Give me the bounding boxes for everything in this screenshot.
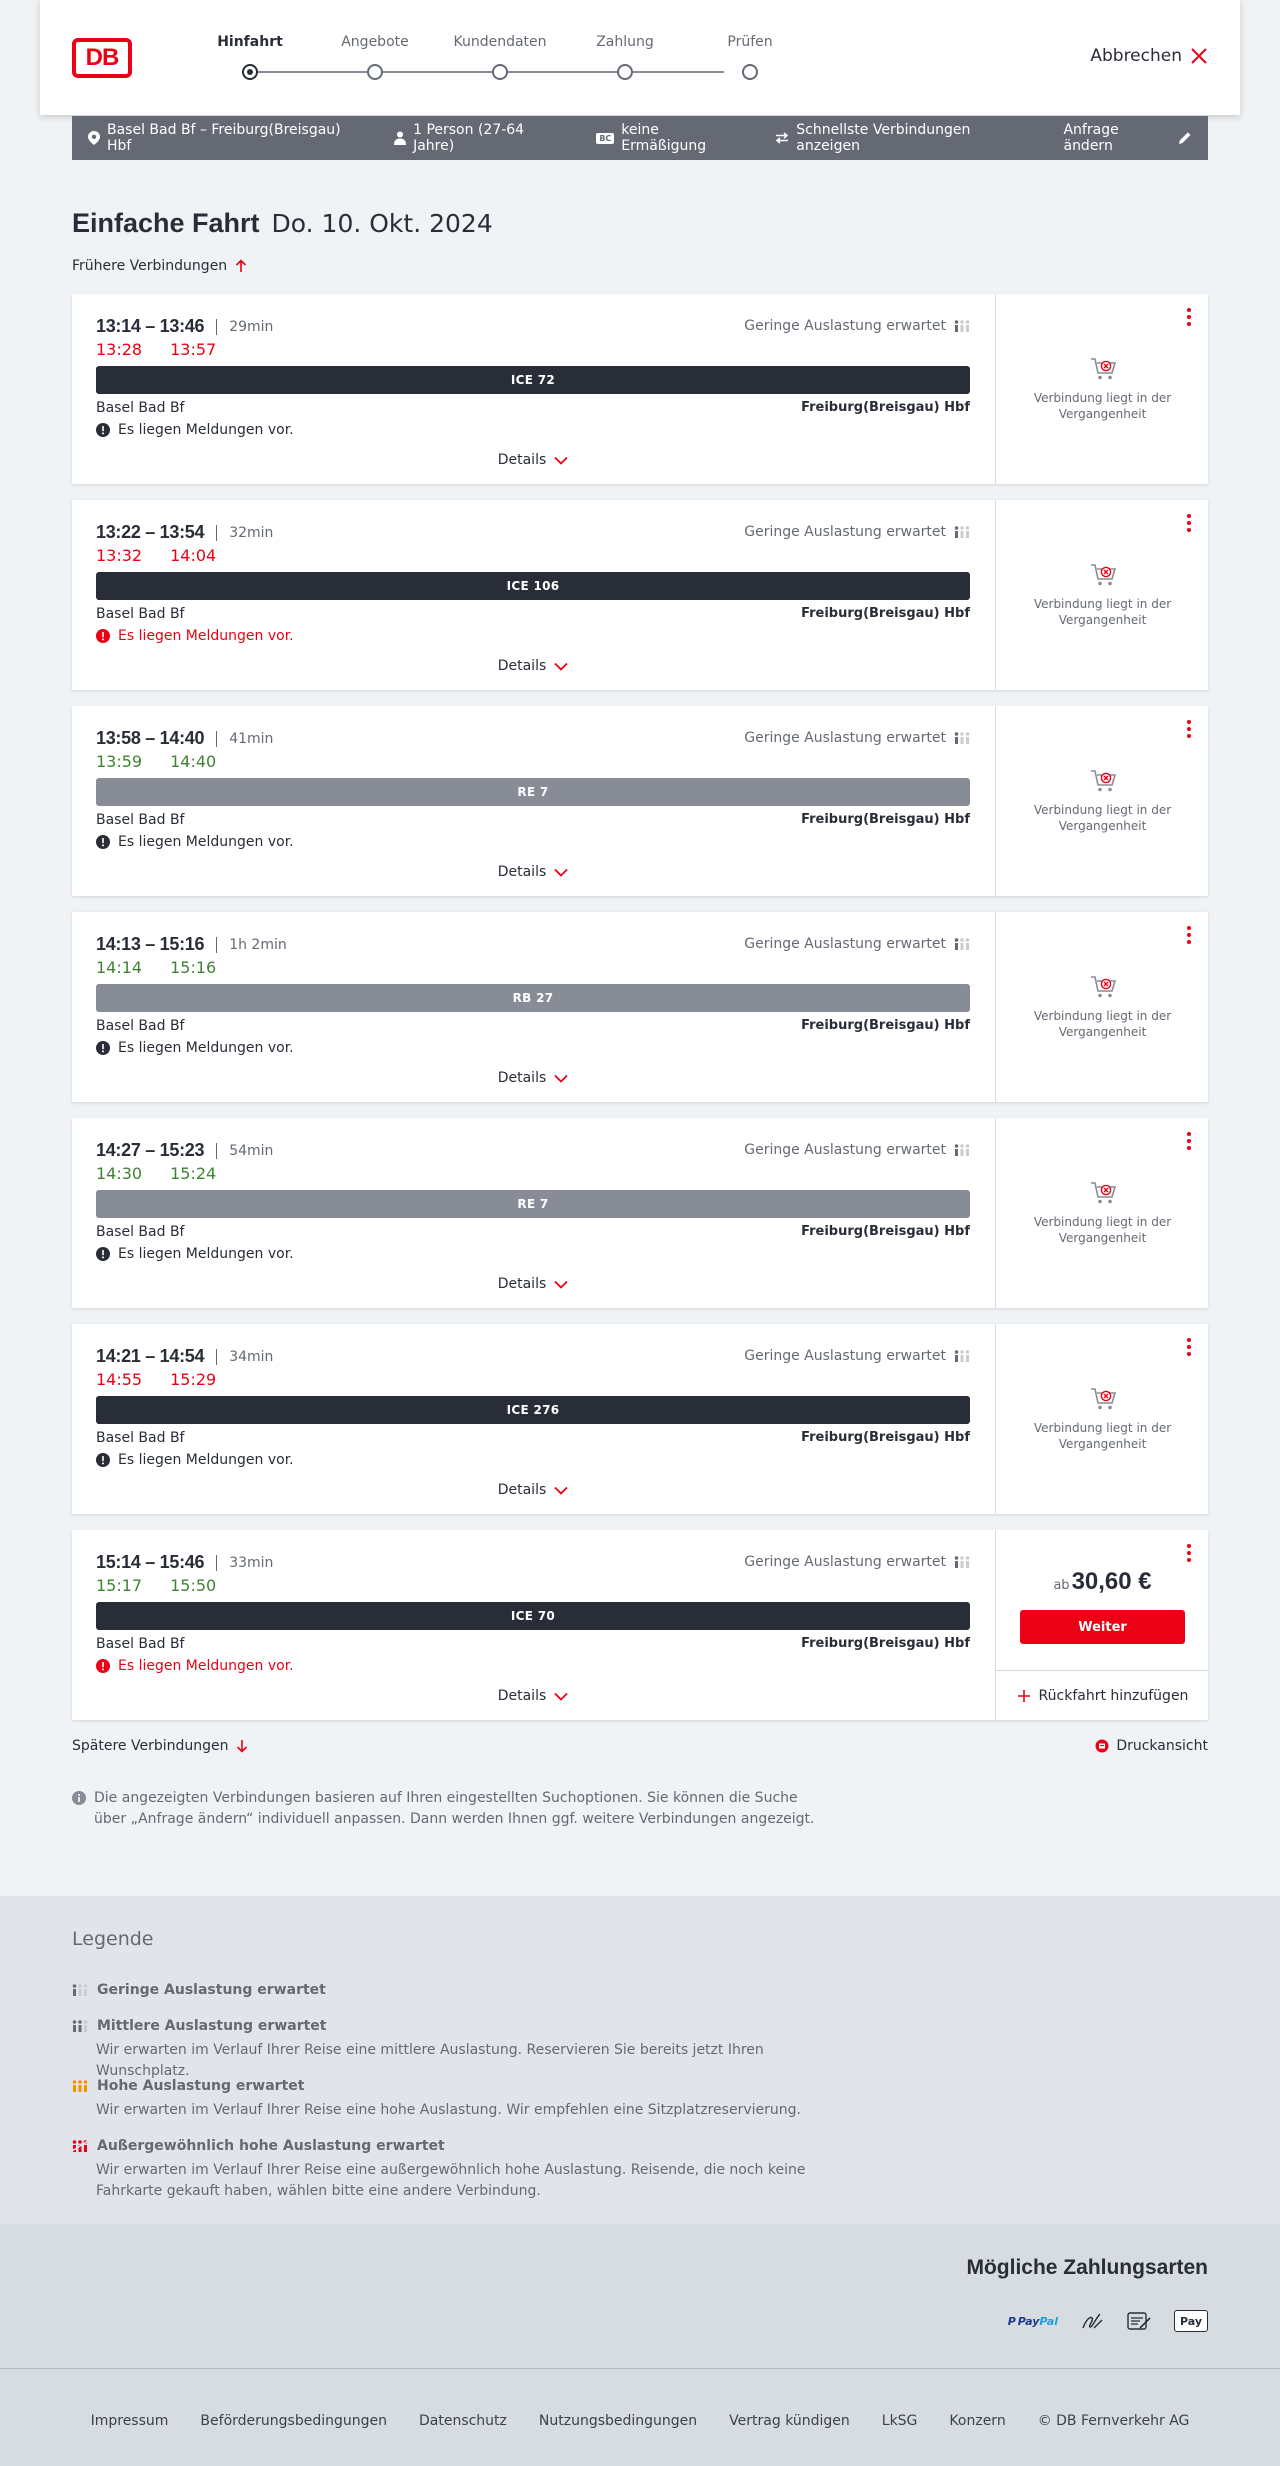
chevron-down-icon — [554, 1074, 568, 1083]
legend-head: Mittlere Auslastung erwartet — [97, 2018, 327, 2034]
swap-arrows-icon — [775, 132, 789, 144]
location-pin-icon — [88, 131, 100, 145]
past-connection-note — [996, 1386, 1209, 1452]
connection-main[interactable] — [96, 1324, 970, 1514]
planned-times: 13:14 – 13:46 — [96, 316, 205, 336]
destination-station: Freiburg(Breisgau) Hbf — [801, 1224, 970, 1239]
query-bar — [72, 116, 1208, 160]
connection-card — [72, 706, 1208, 896]
origin-station: Basel Bad Bf — [96, 400, 185, 416]
message-text: Es liegen Meldungen vor. — [118, 1040, 294, 1056]
past-connection-note — [996, 562, 1209, 628]
message-text: Es liegen Meldungen vor. — [118, 422, 294, 438]
connection-side — [995, 1530, 1208, 1720]
step-hinfahrt[interactable] — [195, 34, 305, 80]
more-options-icon[interactable] — [1184, 926, 1194, 946]
disruption-message — [96, 628, 294, 644]
connection-side — [995, 912, 1208, 1102]
details-label: Details — [497, 1276, 547, 1292]
connection-side — [995, 706, 1208, 896]
step-zahlung[interactable] — [570, 34, 680, 80]
load-low-icon — [954, 320, 970, 332]
planned-times: 15:14 – 15:46 — [96, 1552, 205, 1572]
disruption-message — [96, 1658, 294, 1674]
trip-date: Do. 10. Okt. 2024 — [271, 209, 493, 238]
search-note — [72, 1788, 832, 1830]
occupancy-indicator — [744, 1348, 970, 1364]
details-toggle[interactable] — [96, 1688, 970, 1704]
footer-link-impressum[interactable]: Impressum — [90, 2413, 169, 2429]
cart-disabled-icon — [1089, 768, 1117, 794]
past-connection-note — [996, 1180, 1209, 1246]
realtime-departure: 14:14 — [96, 958, 143, 977]
disruption-message — [96, 422, 294, 438]
payment-title: Mögliche Zahlungsarten — [966, 2256, 1208, 2279]
alert-icon — [96, 423, 110, 437]
print-view-link[interactable] — [1095, 1738, 1208, 1754]
details-toggle[interactable] — [96, 1276, 970, 1292]
alert-icon — [96, 1041, 110, 1055]
step-dot — [367, 64, 383, 80]
origin-station: Basel Bad Bf — [96, 812, 185, 828]
apple-pay-icon: Pay — [1174, 2310, 1208, 2332]
connection-main[interactable] — [96, 1530, 970, 1720]
connection-side — [995, 1118, 1208, 1308]
past-connection-note — [996, 356, 1209, 422]
separator — [216, 1555, 217, 1571]
past-text: Verbindung liegt in der Vergangenheit — [1033, 1215, 1172, 1245]
legend-title: Legende — [72, 1928, 154, 1950]
load-low-icon — [954, 938, 970, 950]
fastest-text: Schnellste Verbindungen anzeigen — [796, 122, 971, 154]
alert-icon — [96, 1453, 110, 1467]
past-text: Verbindung liegt in der Vergangenheit — [1033, 391, 1172, 421]
load-medium-icon — [72, 2020, 88, 2032]
cart-disabled-icon — [1089, 1386, 1117, 1412]
realtime-arrival: 14:04 — [170, 546, 217, 565]
change-request-button[interactable] — [1063, 122, 1192, 154]
arrow-down-icon — [236, 1739, 248, 1753]
legend-text: Wir erwarten im Verlauf Ihrer Reise eine außergewöhnlich hohe Auslastung. Reisende, die noch keine Fahrkarte gekauft haben, wählen bitte eine andere Verbindung. — [96, 2162, 806, 2199]
train-bar[interactable]: ICE 70 — [96, 1602, 970, 1630]
query-route[interactable] — [88, 122, 364, 154]
origin-station: Basel Bad Bf — [96, 1018, 185, 1034]
destination-station: Freiburg(Breisgau) Hbf — [801, 1636, 970, 1651]
alert-icon — [96, 835, 110, 849]
later-label: Spätere Verbindungen — [72, 1738, 229, 1754]
details-toggle[interactable] — [96, 864, 970, 880]
details-label: Details — [497, 658, 547, 674]
destination-station: Freiburg(Breisgau) Hbf — [801, 812, 970, 827]
realtime-departure: 15:17 — [96, 1576, 143, 1595]
earlier-label: Frühere Verbindungen — [72, 258, 228, 274]
details-label: Details — [497, 864, 547, 880]
separator — [216, 525, 217, 541]
footer-link-nutzungsbedingungen[interactable]: Nutzungsbedingungen — [538, 2413, 698, 2429]
footer-nav — [0, 2413, 1280, 2429]
step-label: Angebote — [341, 34, 409, 50]
planned-times: 13:58 – 14:40 — [96, 728, 205, 748]
occupancy-text: Geringe Auslastung erwartet — [744, 730, 946, 746]
legend-item-exceptional — [72, 2138, 852, 2202]
step-pruefen[interactable] — [695, 34, 805, 80]
past-connection-note — [996, 768, 1209, 834]
alert-icon — [96, 629, 110, 643]
legend-section — [0, 1896, 1280, 2224]
train-bar[interactable]: ICE 276 — [96, 1396, 970, 1424]
separator — [216, 319, 217, 335]
occupancy-indicator — [744, 936, 970, 952]
connection-card — [72, 1118, 1208, 1308]
connection-card — [72, 294, 1208, 484]
footer — [0, 2368, 1280, 2466]
legend-head: Geringe Auslastung erwartet — [97, 1982, 326, 1998]
more-options-icon[interactable] — [1184, 1338, 1194, 1358]
duration: 33min — [229, 1554, 274, 1571]
destination-station: Freiburg(Breisgau) Hbf — [801, 606, 970, 621]
step-angebote[interactable] — [320, 34, 430, 80]
message-text: Es liegen Meldungen vor. — [118, 1658, 294, 1674]
sepa-direct-debit-icon — [1126, 2310, 1152, 2332]
later-connections-link[interactable] — [72, 1738, 248, 1754]
cart-disabled-icon — [1089, 562, 1117, 588]
step-label: Zahlung — [596, 34, 654, 50]
past-text: Verbindung liegt in der Vergangenheit — [1033, 1009, 1172, 1039]
disruption-message — [96, 1452, 294, 1468]
payment-icons — [1008, 2310, 1208, 2332]
past-text: Verbindung liegt in der Vergangenheit — [1033, 803, 1172, 833]
route-text: Basel Bad Bf – Freiburg(Breisgau) Hbf — [107, 122, 341, 154]
realtime-arrival: 15:29 — [170, 1370, 217, 1389]
realtime-departure: 13:28 — [96, 340, 143, 359]
price: ab30,60 € — [1053, 1568, 1152, 1595]
planned-times: 14:21 – 14:54 — [96, 1346, 205, 1366]
legend-item-medium — [72, 2018, 852, 2082]
payment-methods — [0, 2224, 1280, 2368]
step-dot — [617, 64, 633, 80]
credit-card-signature-icon — [1080, 2310, 1104, 2332]
details-toggle[interactable] — [96, 452, 970, 468]
planned-times: 14:13 – 15:16 — [96, 934, 205, 954]
close-icon — [1190, 47, 1208, 65]
step-dot — [492, 64, 508, 80]
separator — [216, 937, 217, 953]
occupancy-text: Geringe Auslastung erwartet — [744, 936, 946, 952]
load-low-icon — [954, 1144, 970, 1156]
legend-text: Wir erwarten im Verlauf Ihrer Reise eine hohe Auslastung. Wir empfehlen eine Sitzplatzreservierung. — [96, 2102, 801, 2118]
disruption-message — [96, 1040, 294, 1056]
realtime-times — [96, 340, 216, 359]
origin-station: Basel Bad Bf — [96, 606, 185, 622]
more-options-icon[interactable] — [1184, 1544, 1194, 1564]
legend-head: Außergewöhnlich hohe Auslastung erwartet — [97, 2138, 445, 2154]
discount-text: keine Ermäßigung — [621, 122, 707, 154]
load-high-icon — [72, 2080, 88, 2092]
info-icon — [72, 1791, 86, 1805]
realtime-departure: 13:32 — [96, 546, 143, 565]
connection-side — [995, 1324, 1208, 1514]
plus-icon — [1017, 1689, 1031, 1703]
person-icon — [394, 131, 406, 145]
duration: 32min — [229, 524, 274, 541]
message-text: Es liegen Meldungen vor. — [118, 1452, 294, 1468]
continue-button[interactable]: Weiter — [1020, 1610, 1185, 1644]
realtime-times — [96, 1370, 216, 1389]
persons-text: 1 Person (27-64 Jahre) — [413, 122, 525, 154]
details-label: Details — [497, 1482, 547, 1498]
occupancy-indicator — [744, 1554, 970, 1570]
printer-icon — [1095, 1739, 1109, 1753]
connection-main[interactable] — [96, 500, 970, 690]
print-label: Druckansicht — [1116, 1738, 1208, 1754]
trip-type: Einfache Fahrt — [72, 208, 260, 238]
message-text: Es liegen Meldungen vor. — [118, 834, 294, 850]
planned-times: 14:27 – 15:23 — [96, 1140, 205, 1160]
duration: 41min — [229, 730, 274, 747]
query-discount[interactable] — [596, 122, 745, 154]
header — [40, 0, 1240, 115]
past-text: Verbindung liegt in der Vergangenheit — [1033, 597, 1172, 627]
origin-station: Basel Bad Bf — [96, 1636, 185, 1652]
connection-main[interactable] — [96, 294, 970, 484]
add-return-label: Rückfahrt hinzufügen — [1038, 1687, 1189, 1704]
paypal-icon: P Pay Pal — [1007, 2314, 1058, 2328]
details-toggle[interactable] — [96, 1070, 970, 1086]
occupancy-text: Geringe Auslastung erwartet — [744, 524, 946, 540]
legend-item-high — [72, 2078, 852, 2121]
query-fastest[interactable] — [775, 122, 1033, 154]
page-title — [72, 208, 493, 239]
occupancy-indicator — [744, 730, 970, 746]
connection-card — [72, 500, 1208, 690]
load-low-icon — [72, 1984, 88, 1996]
more-options-icon[interactable] — [1184, 720, 1194, 740]
load-exceptional-icon — [72, 2140, 88, 2152]
step-kundendaten[interactable] — [445, 34, 555, 80]
destination-station: Freiburg(Breisgau) Hbf — [801, 1018, 970, 1033]
cart-disabled-icon — [1089, 974, 1117, 1000]
duration: 29min — [229, 318, 274, 335]
realtime-arrival: 13:57 — [170, 340, 217, 359]
connection-main[interactable] — [96, 706, 970, 896]
separator — [216, 731, 217, 747]
chevron-down-icon — [554, 1692, 568, 1701]
duration: 34min — [229, 1348, 274, 1365]
connection-main[interactable] — [96, 1118, 970, 1308]
connection-card — [72, 1324, 1208, 1514]
load-low-icon — [954, 1350, 970, 1362]
alert-icon — [96, 1247, 110, 1261]
connection-card — [72, 912, 1208, 1102]
footer-copyright: © DB Fernverkehr AG — [1037, 2413, 1190, 2429]
planned-times: 13:22 – 13:54 — [96, 522, 205, 542]
load-low-icon — [954, 526, 970, 538]
progress-steps — [180, 34, 780, 84]
details-toggle[interactable] — [96, 658, 970, 674]
realtime-departure: 14:55 — [96, 1370, 143, 1389]
change-request-label: Anfrage ändern — [1063, 122, 1119, 154]
connection-card — [72, 1530, 1208, 1720]
destination-station: Freiburg(Breisgau) Hbf — [801, 1430, 970, 1445]
footer-link-vertrag-kuendigen[interactable]: Vertrag kündigen — [729, 2413, 850, 2429]
cart-disabled-icon — [1089, 1180, 1117, 1206]
train-bar[interactable]: ICE 72 — [96, 366, 970, 394]
occupancy-indicator — [744, 1142, 970, 1158]
alert-icon — [96, 1659, 110, 1673]
details-toggle[interactable] — [96, 1482, 970, 1498]
connection-main[interactable] — [96, 912, 970, 1102]
details-label: Details — [497, 452, 547, 468]
query-persons[interactable] — [394, 122, 566, 154]
occupancy-indicator — [744, 318, 970, 334]
chevron-down-icon — [554, 1280, 568, 1289]
message-text: Es liegen Meldungen vor. — [118, 1246, 294, 1262]
connection-side — [995, 294, 1208, 484]
legend-text: Wir erwarten im Verlauf Ihrer Reise eine mittlere Auslastung. Reservieren Sie bereits jetzt Ihren Wunschplatz. — [96, 2042, 764, 2079]
train-bar[interactable]: RE 7 — [96, 1190, 970, 1218]
duration: 1h 2min — [229, 936, 287, 953]
realtime-times — [96, 546, 216, 565]
separator — [216, 1349, 217, 1365]
realtime-times — [96, 1164, 216, 1183]
cart-disabled-icon — [1089, 356, 1117, 382]
pencil-icon — [1178, 131, 1192, 145]
db-logo[interactable]: DB — [72, 38, 132, 78]
realtime-arrival: 15:24 — [170, 1164, 217, 1183]
legend-item-low — [72, 1982, 852, 1998]
load-low-icon — [954, 732, 970, 744]
occupancy-indicator — [744, 524, 970, 540]
bahncard-icon: BC — [596, 133, 614, 144]
realtime-times — [96, 958, 216, 977]
realtime-times — [96, 1576, 216, 1595]
chevron-down-icon — [554, 1486, 568, 1495]
details-label: Details — [497, 1688, 547, 1704]
footer-link-befoerderungsbedingungen[interactable]: Beförderungsbedingungen — [200, 2413, 387, 2429]
realtime-arrival: 14:40 — [170, 752, 217, 771]
occupancy-text: Geringe Auslastung erwartet — [744, 318, 946, 334]
duration: 54min — [229, 1142, 274, 1159]
realtime-departure: 14:30 — [96, 1164, 143, 1183]
train-bar[interactable]: RB 27 — [96, 984, 970, 1012]
footer-link-konzern[interactable]: Konzern — [949, 2413, 1006, 2429]
step-label: Hinfahrt — [217, 34, 283, 50]
destination-station: Freiburg(Breisgau) Hbf — [801, 400, 970, 415]
disruption-message — [96, 1246, 294, 1262]
step-dot — [242, 64, 258, 80]
arrow-up-icon — [235, 259, 247, 273]
price-value: 30,60 € — [1071, 1568, 1152, 1595]
train-bar[interactable]: ICE 106 — [96, 572, 970, 600]
past-connection-note — [996, 974, 1209, 1040]
add-return-button[interactable] — [996, 1670, 1209, 1720]
more-options-icon[interactable] — [1184, 1132, 1194, 1152]
occupancy-text: Geringe Auslastung erwartet — [744, 1554, 946, 1570]
realtime-departure: 13:59 — [96, 752, 143, 771]
legend-head: Hohe Auslastung erwartet — [97, 2078, 305, 2094]
realtime-arrival: 15:50 — [170, 1576, 217, 1595]
step-label: Kundendaten — [453, 34, 547, 50]
more-options-icon[interactable] — [1184, 308, 1194, 328]
note-text: Die angezeigten Verbindungen basieren auf Ihren eingestellten Suchoptionen. Sie können die Suche über „Anfrage ändern“ individuell anpassen. Dann werden Ihnen ggf. weitere Verbindungen angezeigt. — [94, 1790, 815, 1827]
realtime-times — [96, 752, 216, 771]
occupancy-text: Geringe Auslastung erwartet — [744, 1142, 946, 1158]
origin-station: Basel Bad Bf — [96, 1224, 185, 1240]
load-low-icon — [954, 1556, 970, 1568]
footer-link-lksg[interactable]: LkSG — [881, 2413, 918, 2429]
footer-link-datenschutz[interactable]: Datenschutz — [418, 2413, 507, 2429]
earlier-connections-link[interactable] — [72, 258, 247, 274]
connection-side — [995, 500, 1208, 690]
train-bar[interactable]: RE 7 — [96, 778, 970, 806]
cancel-label: Abbrechen — [1090, 46, 1182, 66]
details-label: Details — [497, 1070, 547, 1086]
origin-station: Basel Bad Bf — [96, 1430, 185, 1446]
chevron-down-icon — [554, 662, 568, 671]
disruption-message — [96, 834, 294, 850]
realtime-arrival: 15:16 — [170, 958, 217, 977]
cancel-button[interactable] — [1090, 46, 1208, 66]
past-text: Verbindung liegt in der Vergangenheit — [1033, 1421, 1172, 1451]
chevron-down-icon — [554, 456, 568, 465]
step-label: Prüfen — [727, 34, 773, 50]
separator — [216, 1143, 217, 1159]
occupancy-text: Geringe Auslastung erwartet — [744, 1348, 946, 1364]
chevron-down-icon — [554, 868, 568, 877]
more-options-icon[interactable] — [1184, 514, 1194, 534]
message-text: Es liegen Meldungen vor. — [118, 628, 294, 644]
step-dot — [742, 64, 758, 80]
